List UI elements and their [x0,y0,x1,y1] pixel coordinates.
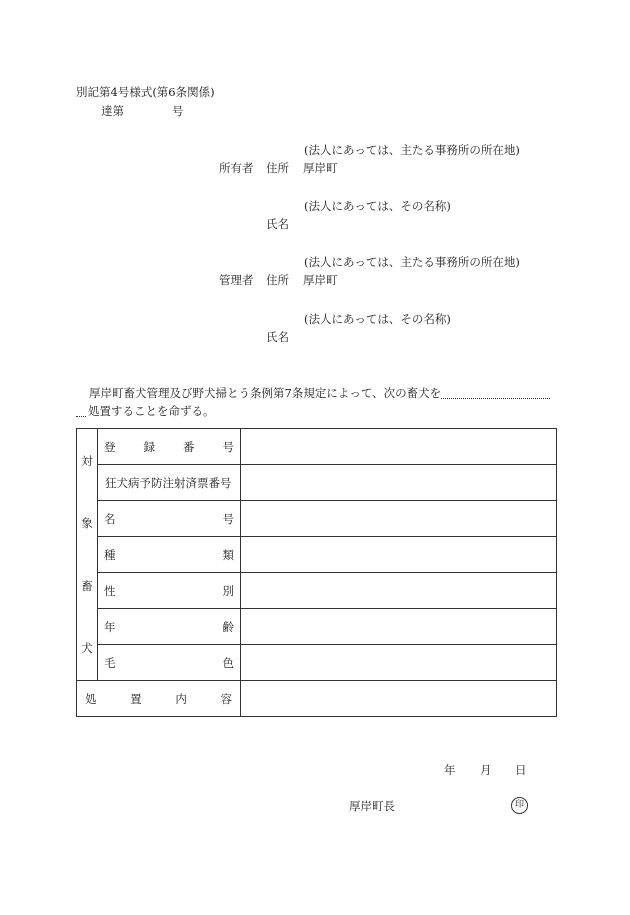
manager-role-label: 管理者 [219,273,254,287]
owner-name-label: 氏名 [266,217,289,231]
label-char: 年 [104,619,116,634]
date-month-label: 月 [480,763,492,777]
sex-field[interactable] [241,573,557,609]
dotted-fill-line1 [441,398,550,399]
date-day-label: 日 [515,763,527,777]
table-row [77,465,557,501]
table-row [77,645,557,681]
target-dog-table [76,428,557,717]
seal-icon: 印 [511,797,528,814]
owner-address-label: 住所 [266,161,289,175]
breed-field[interactable] [241,537,557,573]
label-char: 齢 [222,619,234,634]
table-row [77,537,557,573]
age-field[interactable] [241,609,557,645]
label-char: 内 [175,691,187,706]
label-char: 毛 [104,655,116,670]
label-char: 置 [130,691,142,706]
label-char: 種 [104,547,116,562]
manager-address-label: 住所 [266,273,289,287]
side-char: 畜 [81,578,93,593]
dotted-fill-line2 [76,416,86,417]
manager-address-note: (法人にあっては、主たる事務所の所在地) [304,255,520,269]
doc-number-prefix: 達第 [101,104,124,118]
label-char: 録 [143,439,155,454]
registration-number-label [98,429,241,465]
table-row [77,501,557,537]
table-row [77,429,557,465]
date-year-label: 年 [444,763,456,777]
mayor-title: 厚岸町長 [349,799,395,813]
disposal-content-field[interactable] [241,681,557,717]
label-text: 狂犬病予防注射済票番号 [105,475,232,490]
label-char: 番 [183,439,195,454]
target-dog-side-label [77,429,98,681]
label-char: 色 [222,655,234,670]
form-title: 別記第4号様式(第6条関係) [76,85,215,99]
label-char: 名 [104,511,116,526]
table-row [77,573,557,609]
owner-address-note: (法人にあっては、主たる事務所の所在地) [304,143,520,157]
label-char: 処 [85,691,97,706]
label-char: 登 [104,439,116,454]
rabies-tag-number-field[interactable] [241,465,557,501]
sex-label [98,573,241,609]
dog-name-field[interactable] [241,501,557,537]
manager-name-label: 氏名 [266,330,289,344]
label-char: 容 [220,691,232,706]
age-label [98,609,241,645]
label-char: 号 [222,439,234,454]
rabies-tag-number-label [98,465,241,501]
disposal-content-label [77,681,241,717]
registration-number-field[interactable] [241,429,557,465]
table-row [77,681,557,717]
coat-color-label [98,645,241,681]
manager-name-note: (法人にあっては、その名称) [304,312,451,326]
side-char: 象 [81,516,93,531]
breed-label [98,537,241,573]
side-char: 対 [81,453,93,468]
table-row [77,609,557,645]
dog-name-label [98,501,241,537]
label-char: 類 [222,547,234,562]
label-char: 別 [222,583,234,598]
side-char: 犬 [81,641,93,656]
owner-name-note: (法人にあっては、その名称) [304,199,451,213]
owner-role-label: 所有者 [219,161,254,175]
doc-number-suffix: 号 [172,104,184,118]
order-text-line2: 処置することを命ずる。 [88,404,215,418]
manager-address-value: 厚岸町 [303,273,338,287]
coat-color-field[interactable] [241,645,557,681]
order-text-line1: 厚岸町畜犬管理及び野犬掃とう条例第7条規定によって、次の畜犬を [89,386,442,400]
label-char: 号 [222,511,234,526]
label-char: 性 [104,583,116,598]
owner-address-value: 厚岸町 [303,161,338,175]
